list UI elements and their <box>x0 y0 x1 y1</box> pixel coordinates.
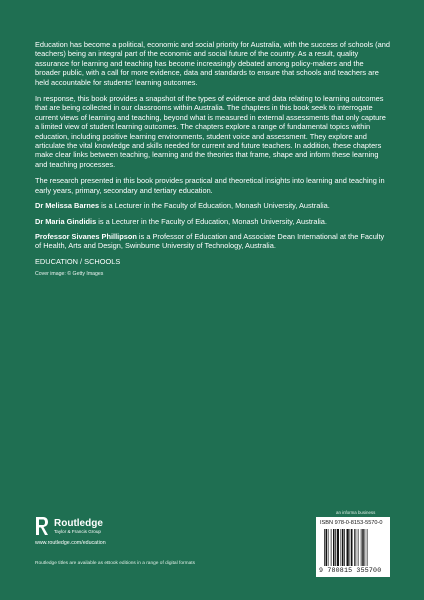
barcode-digits: 9 780815 355700 <box>319 567 382 574</box>
barcode-bar <box>358 529 359 566</box>
subject-category: EDUCATION / SCHOOLS <box>35 256 121 266</box>
barcode-bar <box>331 529 332 566</box>
author-bio <box>35 201 390 210</box>
author-name: Professor Sivanes Phillipson <box>35 231 137 241</box>
cover-image-credit: Cover image: © Getty Images <box>35 271 104 278</box>
barcode-bar <box>361 529 362 566</box>
informa-tagline: an informa business <box>336 510 376 515</box>
isbn-barcode <box>316 517 390 577</box>
barcode-bar <box>367 529 368 566</box>
barcode-bar <box>326 529 328 566</box>
ebook-availability-note: Routledge titles are available as eBook editions in a range of digital formats <box>35 561 195 566</box>
author-bio-text: is a Lecturer in the Faculty of Education, Monash University, Australia. <box>96 216 327 226</box>
barcode-bar <box>333 529 335 566</box>
author-bio <box>35 217 390 226</box>
publisher-website[interactable]: www.routledge.com/education <box>35 540 106 546</box>
barcode-bar <box>341 529 342 566</box>
barcode-bar <box>328 529 329 566</box>
blurb-paragraph: The research presented in this book provides practical and theoretical insights into learning and teaching in early years, primary, secondary and tertiary education. <box>35 176 385 195</box>
author-name: Dr Melissa Barnes <box>35 201 100 211</box>
author-bio <box>35 232 390 251</box>
barcode-bars <box>324 529 382 566</box>
barcode-bar <box>347 529 349 566</box>
author-bio-text: is a Lecturer in the Faculty of Education, Monash University, Australia. <box>99 201 330 211</box>
barcode-bar <box>337 529 339 566</box>
blurb-paragraph: In response, this book provides a snapshot of the types of evidence and data relating to learning outcomes that are being collected in our classrooms within Australia. The chapters in this book seek to interrogate current views of learning and teaching, beyond what is measured in external assessments that only capture a limited view of student learning outcomes. The chapters explore a range of fundamental topics within education, including positive learning environments, student voice and assessment. They explore and articulate the vital knowledge and skills needed for current and future teachers. In addition, these chapters make clear links between teaching, learning and the theories that frame, shape and inform these learning and teaching processes. <box>35 94 386 169</box>
routledge-r-logo-icon <box>35 516 49 536</box>
publisher-name: Routledge <box>54 517 103 529</box>
publisher-logo <box>35 516 106 536</box>
barcode-bar <box>351 529 353 566</box>
isbn-number: ISBN 978-0-8153-5570-0 <box>320 520 383 526</box>
author-name: Dr Maria Gindidis <box>35 216 97 226</box>
barcode-bar <box>350 529 351 566</box>
barcode-bar <box>365 529 366 566</box>
barcode-bar <box>362 529 364 566</box>
barcode-bar <box>324 529 325 566</box>
back-cover-text <box>35 40 390 278</box>
barcode-bar <box>354 529 355 566</box>
publisher-group: Taylor & Francis Group <box>54 528 101 534</box>
barcode-bar <box>342 529 344 566</box>
author-bio-text: is a Professor of Education and Associate Dean International at the Faculty of Health, Arts and Design, Swinburne University of Technology, Australia. <box>35 231 385 251</box>
blurb-paragraph: Education has become a political, economic and social priority for Australia, with the success of schools (and teachers) being an integral part of the economic and social future of the country. As a result, quality assurance for learning and teaching has become increasingly debated among policy-makers and the broader public, with a call for more evidence, data and standards to ensure that schools and teachers are held accountable for students' learning outcomes. <box>35 40 390 87</box>
barcode-bar <box>356 529 357 566</box>
barcode-bar <box>335 529 336 566</box>
barcode-bar <box>344 529 345 566</box>
publisher-block <box>35 516 106 547</box>
